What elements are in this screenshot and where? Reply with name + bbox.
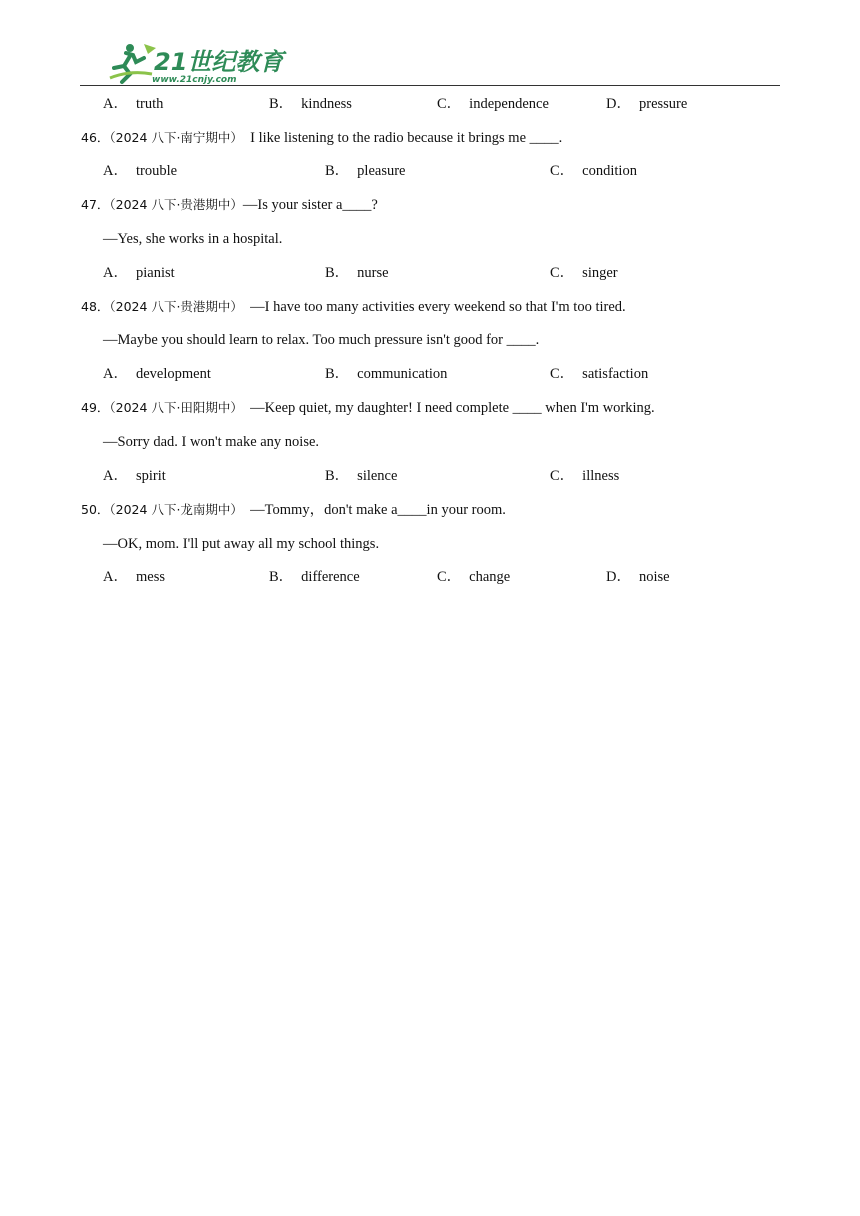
option-letter: A． — [103, 163, 128, 179]
question-reply: —Yes, she works in a hospital. — [103, 231, 283, 247]
question-number: 49． — [81, 400, 110, 415]
option-text: truth — [135, 96, 164, 112]
question-text: —Is your sister a____? — [242, 197, 378, 213]
option-letter: A． — [103, 265, 128, 281]
option-text: nurse — [357, 265, 389, 281]
option-text: change — [469, 569, 511, 585]
question-stem — [81, 297, 626, 317]
question-reply: —Maybe you should learn to relax. Too much pressure isn't good for ____. — [103, 332, 540, 348]
option-a — [103, 263, 175, 283]
question-source: （2024 八下·龙南期中） — [109, 502, 243, 517]
option-text: pleasure — [357, 163, 406, 179]
option-b — [325, 161, 405, 181]
option-text: kindness — [301, 96, 352, 112]
option-a — [103, 567, 165, 587]
question-reply: —Sorry dad. I won't make any noise. — [103, 434, 320, 450]
question-stem — [81, 128, 562, 148]
option-letter: C． — [550, 265, 575, 281]
option-letter: B． — [325, 265, 350, 281]
option-letter: B． — [325, 468, 350, 484]
option-letter: C． — [437, 569, 462, 585]
question-source: （2024 八下·南宁期中） — [109, 130, 243, 145]
option-letter: D． — [606, 96, 631, 112]
option-b — [325, 466, 397, 486]
logo-sub-text: www.21cnjy.com — [152, 75, 237, 85]
runner-icon — [110, 44, 156, 82]
question-source: （2024 八下·田阳期中） — [109, 400, 243, 415]
question-stem — [81, 398, 655, 418]
question-source: （2024 八下·贵港期中） — [109, 299, 243, 314]
question-text: —Keep quiet, my daughter! I need complete ____ when I'm working. — [250, 400, 655, 416]
question-number: 50． — [81, 502, 110, 517]
option-text: mess — [135, 569, 165, 585]
question-stem — [81, 500, 506, 520]
option-letter: D． — [606, 569, 631, 585]
question-number: 46． — [81, 130, 110, 145]
option-b — [325, 364, 447, 384]
question-text: —Tommy，don't make a____in your room. — [250, 502, 506, 518]
option-text: pianist — [135, 265, 175, 281]
option-b — [269, 94, 352, 114]
option-c — [550, 364, 648, 384]
question-stem — [81, 195, 378, 215]
question-number: 48． — [81, 299, 110, 314]
option-a — [103, 161, 177, 181]
question-text: I like listening to the radio because it brings me ____. — [250, 130, 563, 146]
option-letter: A． — [103, 96, 128, 112]
logo-main-text: 21世纪教育 — [154, 48, 284, 76]
option-letter: C． — [550, 468, 575, 484]
option-d — [606, 567, 670, 587]
option-text: condition — [582, 163, 637, 179]
option-text: independence — [469, 96, 549, 112]
option-text: silence — [357, 468, 398, 484]
option-b — [325, 263, 389, 283]
option-letter: B． — [325, 163, 350, 179]
option-text: development — [135, 366, 211, 382]
option-b — [269, 567, 360, 587]
option-text: illness — [582, 468, 620, 484]
option-c — [550, 161, 637, 181]
option-c — [437, 94, 549, 114]
option-letter: C． — [550, 163, 575, 179]
option-letter: C． — [550, 366, 575, 382]
page-header — [100, 40, 780, 86]
option-letter: A． — [103, 569, 128, 585]
option-letter: A． — [103, 366, 128, 382]
option-text: satisfaction — [582, 366, 649, 382]
option-text: singer — [582, 265, 618, 281]
option-a — [103, 94, 163, 114]
option-letter: C． — [437, 96, 462, 112]
header-divider — [80, 85, 780, 86]
option-letter: A． — [103, 468, 128, 484]
option-text: noise — [638, 569, 670, 585]
option-c — [437, 567, 510, 587]
option-letter: B． — [325, 366, 350, 382]
option-a — [103, 364, 211, 384]
option-letter: B． — [269, 96, 294, 112]
option-text: spirit — [135, 468, 166, 484]
option-a — [103, 466, 166, 486]
option-text: communication — [357, 366, 448, 382]
question-number: 47． — [81, 197, 110, 212]
option-d — [606, 94, 687, 114]
option-text: trouble — [135, 163, 178, 179]
option-c — [550, 263, 618, 283]
question-source: （2024 八下·贵港期中） — [109, 197, 243, 212]
option-text: difference — [301, 569, 360, 585]
question-text: —I have too many activities every weekend so that I'm too tired. — [250, 299, 626, 315]
logo-21cnjy — [100, 40, 284, 86]
question-reply: —OK, mom. I'll put away all my school things. — [103, 536, 380, 552]
option-c — [550, 466, 619, 486]
option-text: pressure — [638, 96, 688, 112]
option-letter: B． — [269, 569, 294, 585]
